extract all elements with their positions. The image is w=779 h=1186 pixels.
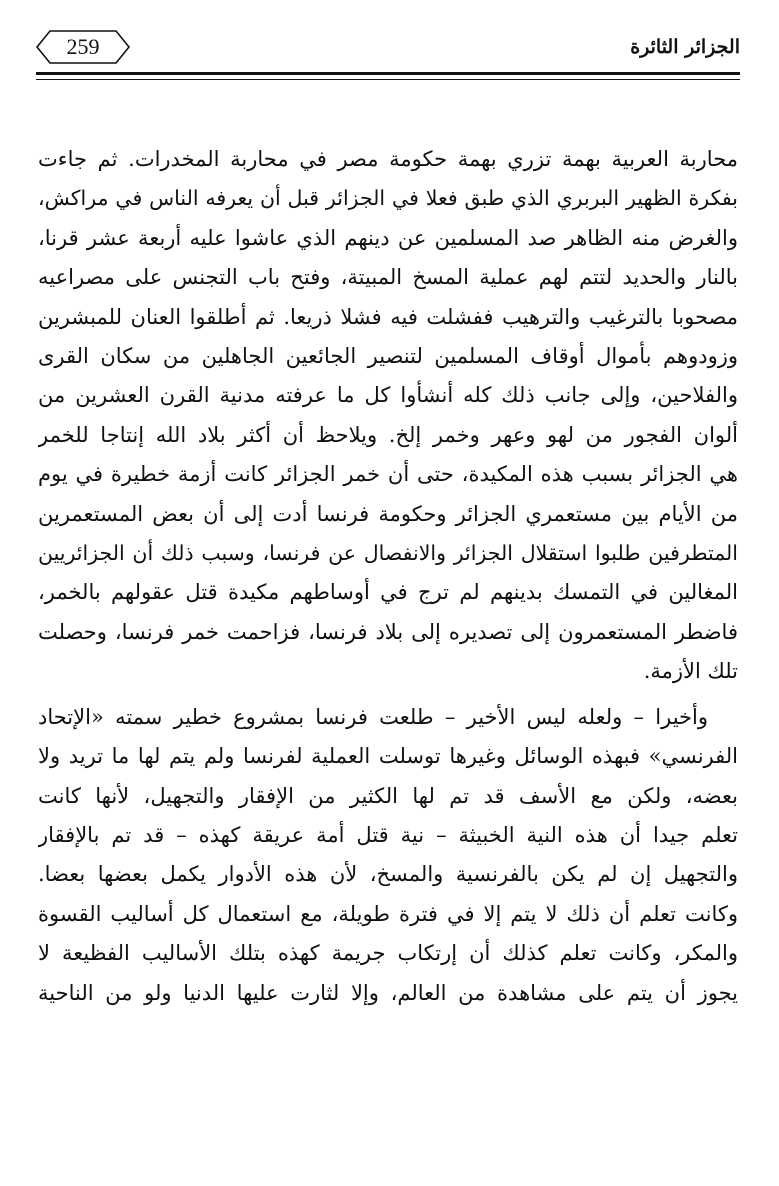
body-text — [38, 140, 738, 1013]
text-line: بعضه، ولكن مع الأسف قد تم لها الكثير من الإفقار والتجهيل، لأنها كانت — [38, 783, 738, 808]
header-rule-thick — [36, 72, 740, 75]
header-rule-thin — [36, 79, 740, 80]
running-title: الجزائر الثائرة — [630, 36, 740, 58]
text-line: الفرنسي» فبهذه الوسائل وغيرها توسلت العملية لفرنسا ولم يتم لها ما تريد ولا — [38, 744, 738, 769]
page-header — [36, 30, 740, 70]
text-line: تعلم جيدا أن هذه النية الخبيثة – نية قتل أمة عريقة كهذه – قد تم بالإفقار — [38, 822, 738, 847]
text-line: المتطرفين طلبوا استقلال الجزائر والانفصال عن فرنسا، وسبب ذلك أن الجزائريين — [38, 541, 738, 566]
text-line: بالنار والحديد لتتم لهم عملية المسخ المبيتة، وفتح باب التجنس على مصراعيه — [38, 265, 738, 290]
text-line: والفلاحين، وإلى جانب ذلك كله أنشأوا كل ما عرفته مدنية القرن العشرين من — [38, 383, 738, 408]
text-line: ألوان الفجور من لهو وعهر وخمر إلخ. ويلاحظ أن أكثر بلاد الله إنتاجا للخمر — [38, 422, 738, 447]
text-line: وأخيرا – ولعله ليس الأخير – طلعت فرنسا بمشروع خطير سمته «الإتحاد — [38, 704, 708, 729]
text-line: المغالين في التمسك بدينهم لم ترج في أوساطهم مكيدة قتل عقولهم بالخمر، — [38, 580, 738, 605]
text-line: بفكرة الظهير البربري الذي طبق فعلا في الجزائر قبل أن يعرفه الناس في مراكش، — [38, 186, 738, 211]
text-line: من الأيام بين مستعمري الجزائر وحكومة فرنسا أدت إلى أن بعض المستعمرين — [38, 501, 738, 526]
text-line: والغرض منه الظاهر صد المسلمين عن دينهم الذي عاشوا عليه أربعة عشر قرنا، — [38, 225, 738, 250]
text-line: محاربة العربية بهمة تزري بهمة حكومة مصر في محاربة المخدرات. ثم جاءت — [38, 147, 738, 171]
text-line: مصحوبا بالترغيب والترهيب ففشلت فيه فشلا ذريعا. ثم أطلقوا العنان للمبشرين — [38, 304, 738, 329]
text-line: وكانت تعلم أن ذلك لا يتم إلا في فترة طويلة، مع استعمال كل أساليب القسوة — [38, 901, 738, 926]
page-number-frame — [36, 30, 130, 64]
text-line: فاضطر المستعمرون إلى تصديره إلى بلاد فرنسا، فزاحمت خمر فرنسا، وحصلت — [38, 619, 738, 644]
paragraph-2 — [38, 698, 738, 1013]
page-number: 259 — [66, 34, 100, 59]
text-line: والتجهيل إن لم يكن بالفرنسية والمسخ، لأن هذه الأدوار يكمل بعضها بعضا. — [38, 862, 738, 887]
text-line: تلك الأزمة. — [643, 659, 738, 684]
text-line: يجوز أن يتم على مشاهدة من العالم، وإلا لثارت عليها الدنيا ولو من الناحية — [38, 980, 738, 1005]
text-line: هي الجزائر بسبب هذه المكيدة، حتى أن خمر الجزائر كانت أزمة خطيرة في يوم — [38, 462, 738, 487]
paragraph-1 — [38, 140, 738, 692]
text-line: وزودوهم بأموال أوقاف المسلمين لتنصير الجائعين الجاهلين من سكان القرى — [38, 344, 738, 369]
text-line: والمكر، وكانت تعلم كذلك أن إرتكاب جريمة كهذه بتلك الأساليب الفظيعة لا — [38, 941, 738, 966]
